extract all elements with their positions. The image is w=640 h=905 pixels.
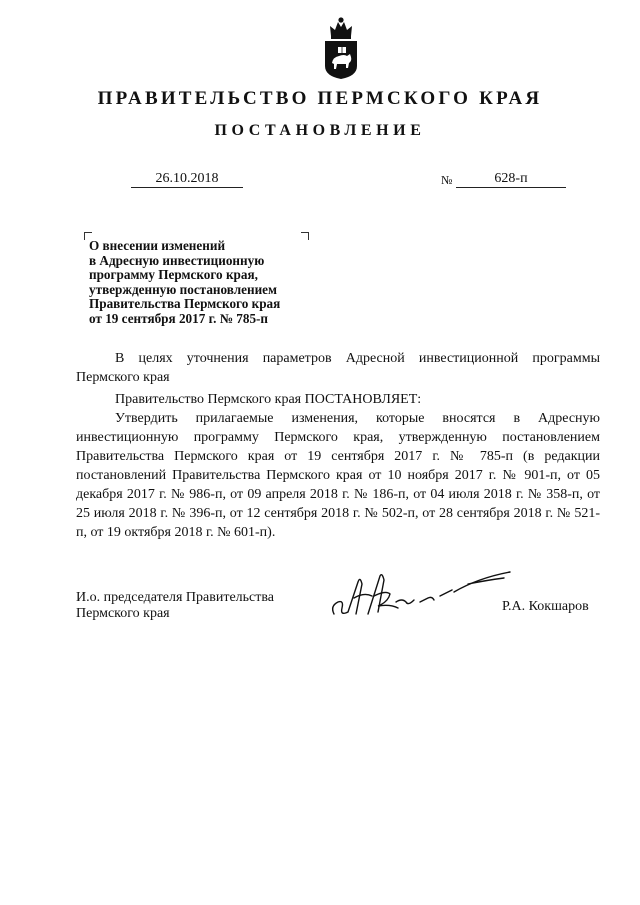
handwritten-signature-icon [328,562,518,622]
body-paragraph: Правительство Пермского края ПОСТАНОВЛЯЕТ: [115,392,422,407]
document-body [76,349,600,542]
subject-line: программу Пермского края, [89,267,258,283]
subject-line: утвержденную постановлением [89,281,278,297]
signatory-title [76,590,274,622]
body-paragraph: В целях уточнения параметров Адресной инвестиционной программы Пермского края [76,351,600,385]
coat-of-arms-icon [322,14,360,80]
subject-line: в Адресную инвестиционную [89,252,265,268]
subject-line: от 19 сентября 2017 г. № 785-п [89,310,269,326]
subject-line: Правительства Пермского края [89,296,281,312]
document-subject [89,239,329,327]
signatory-title-line: И.о. председателя Правительства [76,590,275,605]
number-sign: № [441,173,453,187]
body-paragraph: Утвердить прилагаемые изменения, которые вносятся в Адресную инвестиционную программу Пермского края, утвержденную постановлением Правительства Пермского края от 19 сентября 2017 г. № 785-п (в редакции постановлений Правительства Пермского края от 10 ноября 2017 г. № 901-п, от 05 декабря 2017 г. № 986-п, от 09 апреля 2018 г. № 186-п, от 04 июля 2018 г. № 358-п, от 25 июля 2018 г. № 396-п, от 12 сентября 2018 г. № 502-п, от 28 сентября 2018 г. № 521-п, от 19 октября 2018 г. № 601-п). [76,411,600,540]
document-date: 26.10.2018 [131,171,243,188]
subject-line: О внесении изменений [89,238,226,253]
government-title: ПРАВИТЕЛЬСТВО ПЕРМСКОГО КРАЯ [97,88,543,109]
signatory-name: Р.А. Кокшаров [502,599,589,614]
signatory-title-line: Пермского края [76,606,170,621]
document-type: ПОСТАНОВЛЕНИЕ [214,122,426,139]
document-number: 628-п [456,171,566,188]
